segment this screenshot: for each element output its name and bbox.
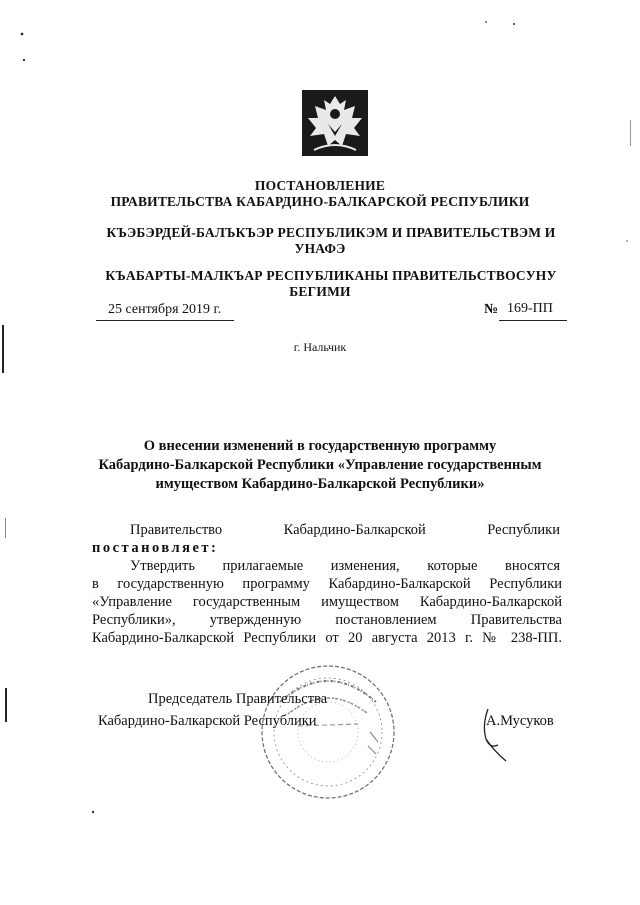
government-name-bal-line1: КЪАБАРТЫ-МАЛКЪАР РЕСПУБЛИКАНЫ ПРАВИТЕЛЬСТВОСУНУ — [105, 268, 557, 283]
document-type-title: ПОСТАНОВЛЕНИЕ — [254, 178, 386, 193]
government-name-kab-line1: КЪЭБЭРДЕЙ-БАЛЪКЪЭР РЕСПУБЛИКЭМ И ПРАВИТЕЛЬСТВЭМ И — [106, 225, 556, 240]
government-name-bal-line2: БЕГИМИ — [289, 284, 351, 299]
signer-position-line1: Председатель Правительства — [148, 691, 328, 707]
number-underline — [499, 320, 567, 321]
official-seal-stamp — [258, 662, 398, 802]
paragraph-line: в государственную программу Кабардино-Балкарской Республики — [92, 576, 562, 592]
government-name-ru: ПРАВИТЕЛЬСТВА КАБАРДИНО-БАЛКАРСКОЙ РЕСПУБЛИКИ — [110, 194, 530, 209]
decree-title-line: Кабардино-Балкарской Республики «Управление государственным — [98, 457, 542, 473]
decree-word: постановляет: — [92, 540, 219, 556]
decree-number: 169-ПП — [507, 301, 553, 316]
signer-name: А.Мусуков — [486, 713, 554, 729]
paragraph-line: Кабардино-Балкарской Республики от 20 августа 2013 г. № 238-ПП. — [92, 630, 562, 646]
decree-date: 25 сентября 2019 г. — [108, 302, 222, 317]
handwritten-signature — [480, 705, 520, 765]
signer-position-line2: Кабардино-Балкарской Республики — [98, 713, 317, 729]
decree-title — [0, 437, 640, 494]
paragraph-line: Утвердить прилагаемые изменения, которые вносятся — [130, 558, 560, 574]
decree-title-line: имуществом Кабардино-Балкарской Республики» — [155, 476, 485, 492]
date-underline — [96, 320, 234, 321]
paragraph-line: «Управление государственным имуществом Кабардино-Балкарской — [92, 594, 562, 610]
city: г. Нальчик — [293, 340, 347, 354]
coat-of-arms-emblem — [300, 88, 370, 158]
number-sign: № — [484, 302, 499, 317]
government-name-kab-line2: УНАФЭ — [294, 241, 346, 256]
intro-line: Правительство Кабардино-Балкарской Республики — [130, 522, 560, 538]
paragraph-line: Республики», утвержденную постановлением Правительства — [92, 612, 562, 628]
decree-title-line: О внесении изменений в государственную программу — [143, 438, 497, 454]
